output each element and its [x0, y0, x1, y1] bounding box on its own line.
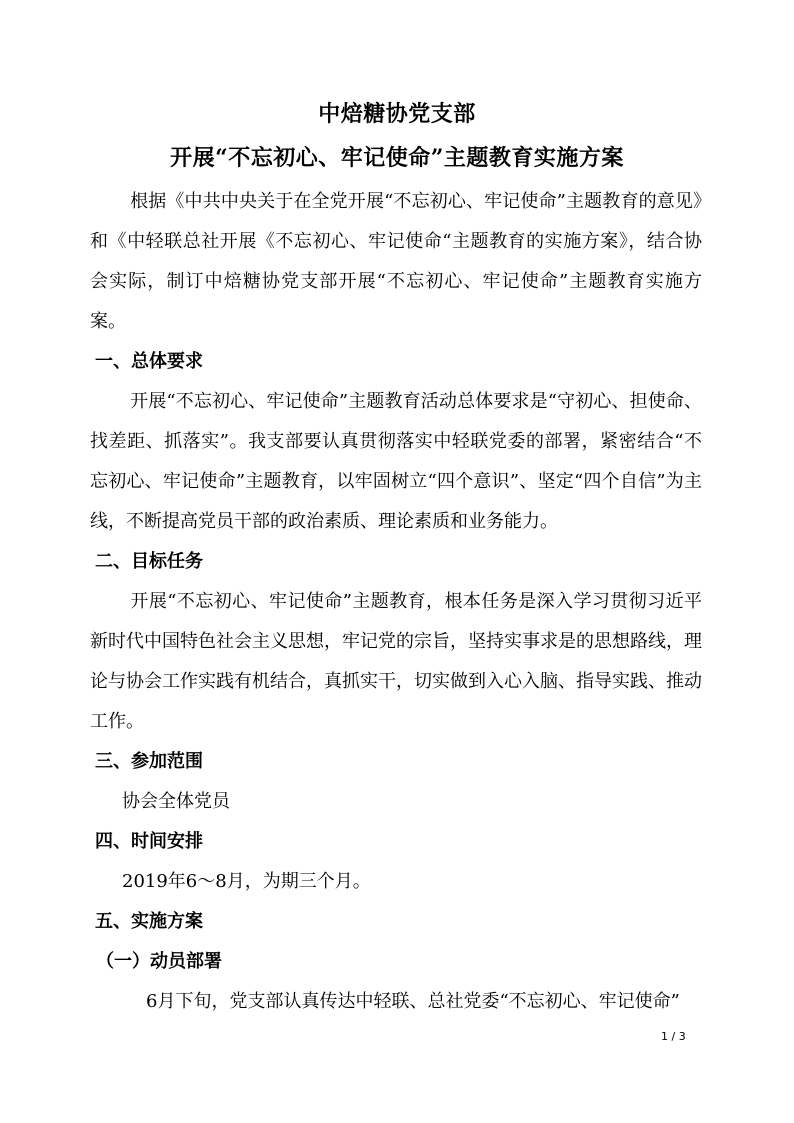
section-heading-4: 四、时间安排 [95, 831, 203, 852]
section-body-4: 2019年6～8月，为期三个月。 [122, 871, 371, 892]
section-heading-2: 二、目标任务 [95, 551, 203, 572]
intro-paragraph [90, 182, 702, 342]
document-title-line1: 中焙糖协党支部 [318, 101, 476, 127]
section-body-2 [90, 582, 702, 742]
section-body-3: 协会全体党员 [122, 791, 230, 812]
section-body-text-1: 开展“不忘初心、牢记使命”主题教育活动总体要求是“守初心、担使命、找差距、抓落实”。我支部要认真贯彻落实中轻联党委的部署，紧密结合“不忘初心、牢记使命”主题教育，以牢固树立“四个意识”、坚定“四个自信”为主线，不断提高党员干部的政治素质、理论素质和业务能力。 [90, 391, 702, 532]
section-subheading-5-1: （一）动员部署 [96, 951, 222, 972]
section-body-1 [90, 382, 702, 542]
section-body-5: 6月下旬，党支部认真传达中轻联、总社党委“不忘初心、牢记使命” [146, 991, 680, 1012]
section-heading-5: 五、实施方案 [95, 911, 203, 932]
page-number: 1 / 3 [661, 1030, 686, 1043]
section-heading-3: 三、参加范围 [95, 751, 203, 772]
intro-text: 根据《中共中央关于在全党开展“不忘初心、牢记使命”主题教育的意见》和《中轻联总社开展《不忘初心、牢记使命“主题教育的实施方案》，结合协会实际，制订中焙糖协党支部开展“不忘初心、牢记使命”主题教育实施方案。 [90, 191, 702, 332]
section-heading-1: 一、总体要求 [95, 351, 203, 372]
section-body-text-2: 开展“不忘初心、牢记使命”主题教育，根本任务是深入学习贯彻习近平新时代中国特色社会主义思想，牢记党的宗旨，坚持实事求是的思想路线，理论与协会工作实践有机结合，真抓实干，切实做到入心入脑、指导实践、推动工作。 [90, 591, 702, 732]
document-title-line2: 开展“不忘初心、牢记使命”主题教育实施方案 [170, 145, 624, 171]
